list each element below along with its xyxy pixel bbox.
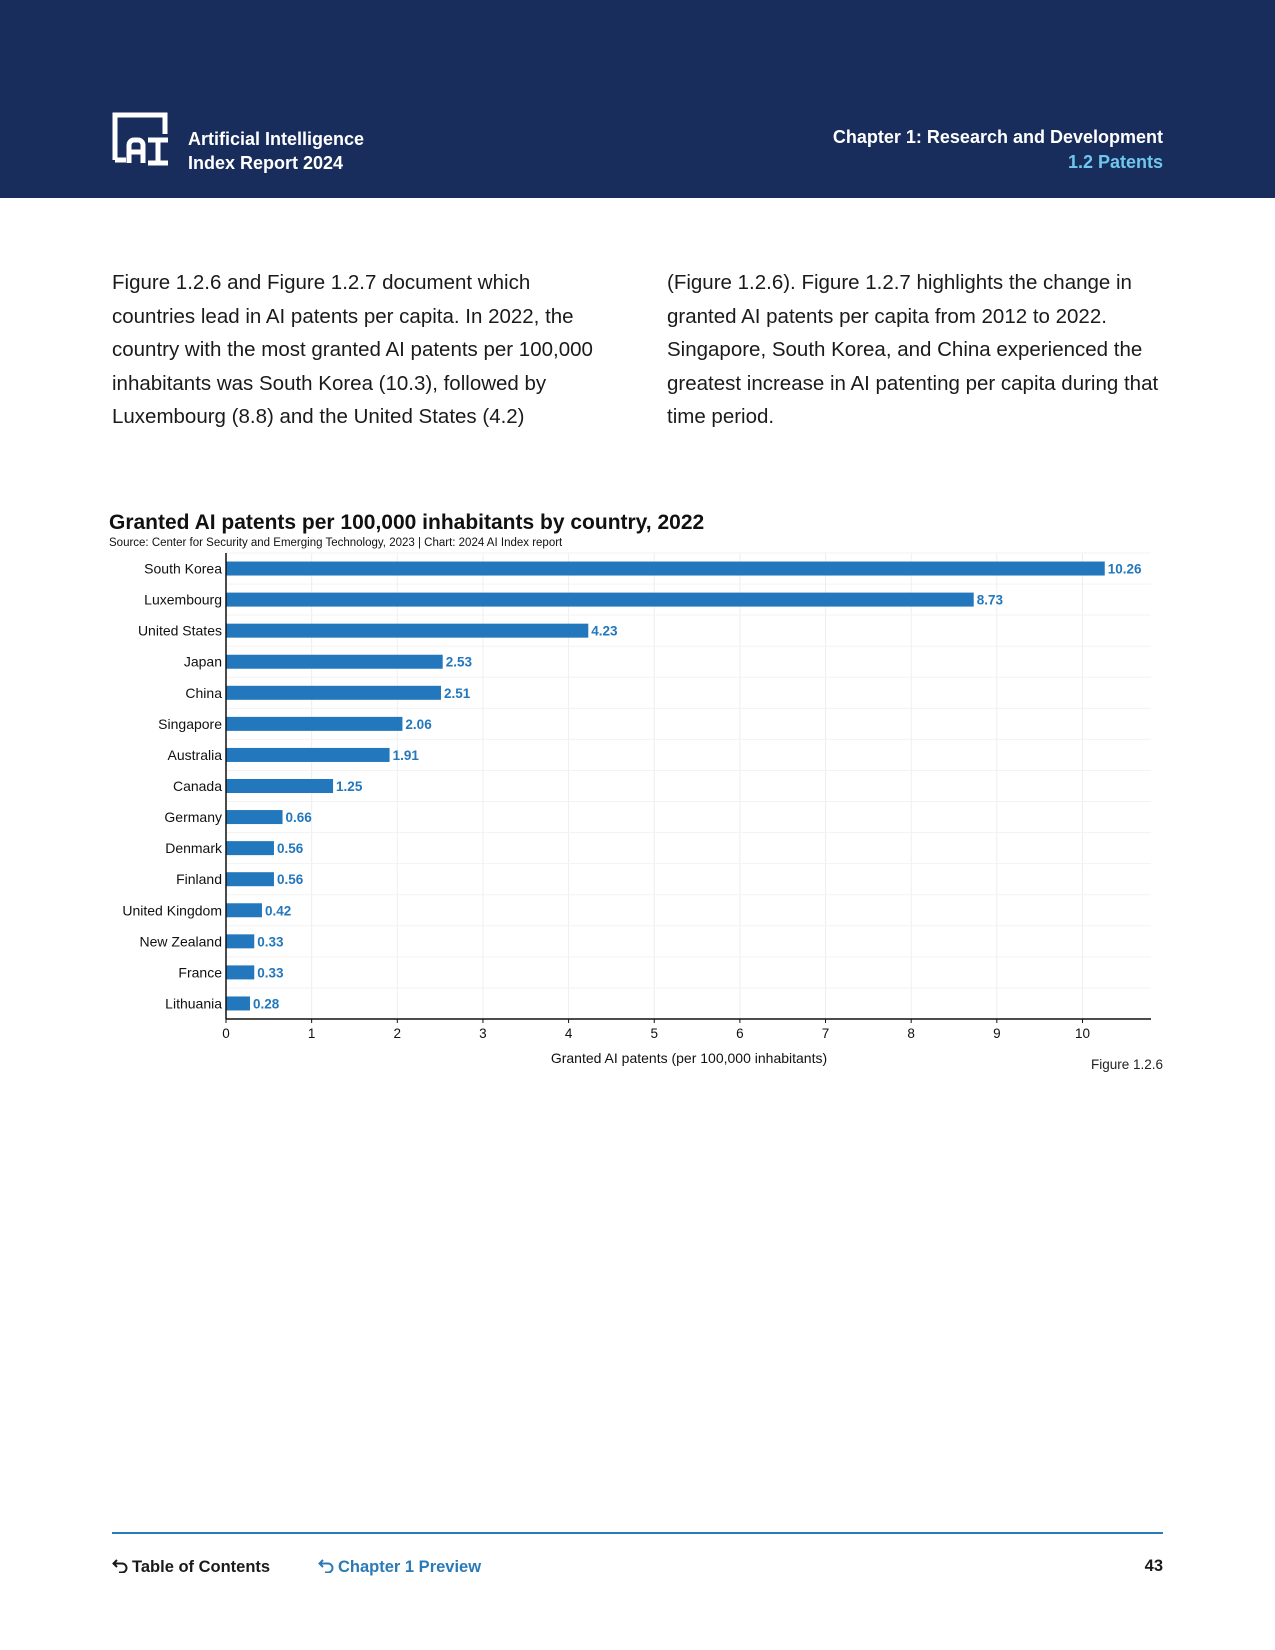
bar bbox=[226, 996, 250, 1010]
category-label: Australia bbox=[167, 746, 222, 763]
footer-divider bbox=[112, 1532, 1163, 1534]
data-label: 1.91 bbox=[392, 747, 419, 763]
category-label: China bbox=[185, 684, 222, 701]
bar bbox=[226, 593, 974, 607]
data-label: 2.51 bbox=[443, 685, 471, 701]
data-label: 0.66 bbox=[285, 810, 312, 826]
data-label: 10.26 bbox=[1107, 561, 1142, 577]
category-label: France bbox=[178, 964, 222, 981]
x-tick-label: 8 bbox=[907, 1026, 915, 1041]
bar bbox=[226, 903, 262, 917]
category-label: United States bbox=[137, 622, 222, 639]
data-label: 0.42 bbox=[264, 903, 292, 919]
body-text-column-2: (Figure 1.2.6). Figure 1.2.7 highlights the change in granted AI patents per capita from 2012 to 2022. Singapore, South Korea, and China experienced the greatest increase in AI patenting per capita during that time period. bbox=[667, 271, 1159, 428]
data-label: 8.73 bbox=[976, 592, 1003, 608]
bar bbox=[226, 965, 254, 979]
bar bbox=[226, 717, 402, 731]
bar bbox=[226, 934, 254, 948]
x-tick-label: 7 bbox=[821, 1026, 830, 1041]
x-tick-label: 3 bbox=[479, 1026, 487, 1041]
category-label: Germany bbox=[164, 809, 222, 826]
x-tick-label: 5 bbox=[650, 1026, 658, 1041]
data-label: 2.06 bbox=[405, 716, 432, 732]
category-label: Luxembourg bbox=[144, 591, 222, 608]
x-tick-label: 10 bbox=[1074, 1026, 1090, 1041]
brand-line-2: Index Report 2024 bbox=[188, 153, 344, 173]
bar bbox=[226, 841, 274, 855]
category-label: Finland bbox=[176, 871, 222, 888]
section-title: 1.2 Patents bbox=[1067, 152, 1163, 172]
page-number: 43 bbox=[1144, 1557, 1163, 1575]
category-label: Lithuania bbox=[165, 995, 222, 1012]
bar bbox=[226, 562, 1105, 576]
data-label: 0.56 bbox=[276, 872, 304, 888]
table-of-contents-link[interactable] bbox=[112, 1557, 270, 1577]
chapter-preview-label: Chapter 1 Preview bbox=[338, 1558, 482, 1576]
x-tick-label: 1 bbox=[307, 1026, 316, 1041]
data-label: 0.56 bbox=[276, 841, 304, 857]
x-tick-label: 0 bbox=[222, 1026, 230, 1041]
bar bbox=[226, 872, 274, 886]
data-label: 0.28 bbox=[252, 996, 280, 1012]
chart-grid bbox=[226, 553, 1151, 1019]
data-label: 0.33 bbox=[257, 934, 284, 950]
chart-bars bbox=[122, 561, 1142, 1012]
data-label: 4.23 bbox=[591, 623, 618, 639]
x-axis-label: Granted AI patents (per 100,000 inhabitants) bbox=[550, 1050, 828, 1066]
bar bbox=[226, 779, 333, 793]
brand-line-1: Artificial Intelligence bbox=[188, 129, 365, 149]
chapter-title: Chapter 1: Research and Development bbox=[832, 127, 1163, 147]
bar bbox=[226, 748, 390, 762]
category-label: Denmark bbox=[165, 840, 222, 857]
data-label: 0.33 bbox=[257, 965, 284, 981]
chart-title: Granted AI patents per 100,000 inhabitants by country, 2022 bbox=[109, 511, 705, 534]
category-label: Canada bbox=[172, 778, 222, 794]
back-arrow-icon bbox=[318, 1557, 334, 1573]
x-tick-label: 9 bbox=[993, 1026, 1001, 1041]
body-text-column-1: Figure 1.2.6 and Figure 1.2.7 document which countries lead in AI patents per capita. In 2022, the country with the most granted AI patents per 100,000 inhabitants was South Korea (10.3), followed by Luxembourg (8.8) and the United States (4.2) bbox=[112, 271, 593, 428]
table-of-contents-label: Table of Contents bbox=[132, 1558, 271, 1576]
x-tick-label: 6 bbox=[736, 1026, 744, 1041]
bar bbox=[226, 624, 588, 638]
chapter-preview-link[interactable] bbox=[318, 1557, 481, 1577]
category-label: United Kingdom bbox=[122, 902, 222, 919]
category-label: Singapore bbox=[158, 715, 222, 732]
data-label: 1.25 bbox=[336, 779, 363, 794]
category-label: New Zealand bbox=[139, 933, 222, 950]
back-arrow-icon bbox=[112, 1557, 128, 1573]
bar bbox=[226, 686, 441, 700]
bar bbox=[226, 655, 443, 669]
figure-label: Figure 1.2.6 bbox=[1090, 1057, 1163, 1072]
x-tick-label: 4 bbox=[564, 1026, 573, 1041]
x-tick-label: 2 bbox=[393, 1026, 402, 1041]
chart-source: Source: Center for Security and Emerging Technology, 2023 | Chart: 2024 AI Index report bbox=[109, 537, 563, 549]
category-label: Japan bbox=[183, 653, 222, 670]
bar bbox=[226, 810, 283, 824]
data-label: 2.53 bbox=[445, 654, 472, 670]
category-label: South Korea bbox=[144, 560, 222, 577]
